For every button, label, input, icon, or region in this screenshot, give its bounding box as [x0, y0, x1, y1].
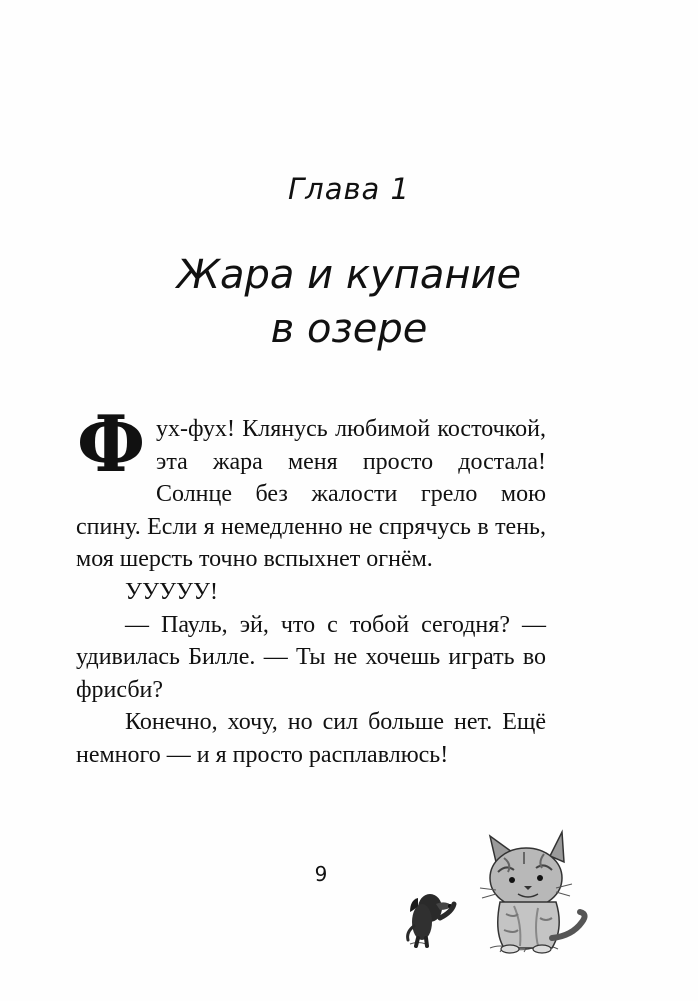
body-text — [76, 399, 546, 772]
chapter-title-line-1: Жара и купание — [176, 252, 522, 298]
puppy-illustration — [408, 894, 454, 946]
chapter-title-line-2: в озере — [270, 306, 428, 352]
chapter-label: Глава 1 — [288, 172, 410, 206]
paragraph-1 — [76, 399, 546, 576]
puppy-and-cat-illustration — [400, 822, 596, 962]
paragraph-1-text: ух-фух! Клянусь любимой косточкой, эта жара меня просто достала! Солнце без жалости грело мою спину. Если я немедленно не спрячусь в тень, моя шерсть точно вспыхнет огнём. — [76, 416, 546, 573]
drop-cap: Ф — [76, 399, 146, 490]
chapter-title — [0, 248, 698, 356]
page-number: 9 — [314, 862, 328, 886]
paragraph-2: УУУУУ! — [125, 578, 218, 605]
paragraph-3: — Пауль, эй, что с тобой сегодня? — удивилась Билле. — Ты не хочешь играть во фрисби? — [76, 611, 546, 703]
cat-illustration — [480, 832, 585, 953]
paragraph-4: Конечно, хочу, но сил больше нет. Ещё немного — и я просто расплавлюсь! — [76, 709, 546, 768]
